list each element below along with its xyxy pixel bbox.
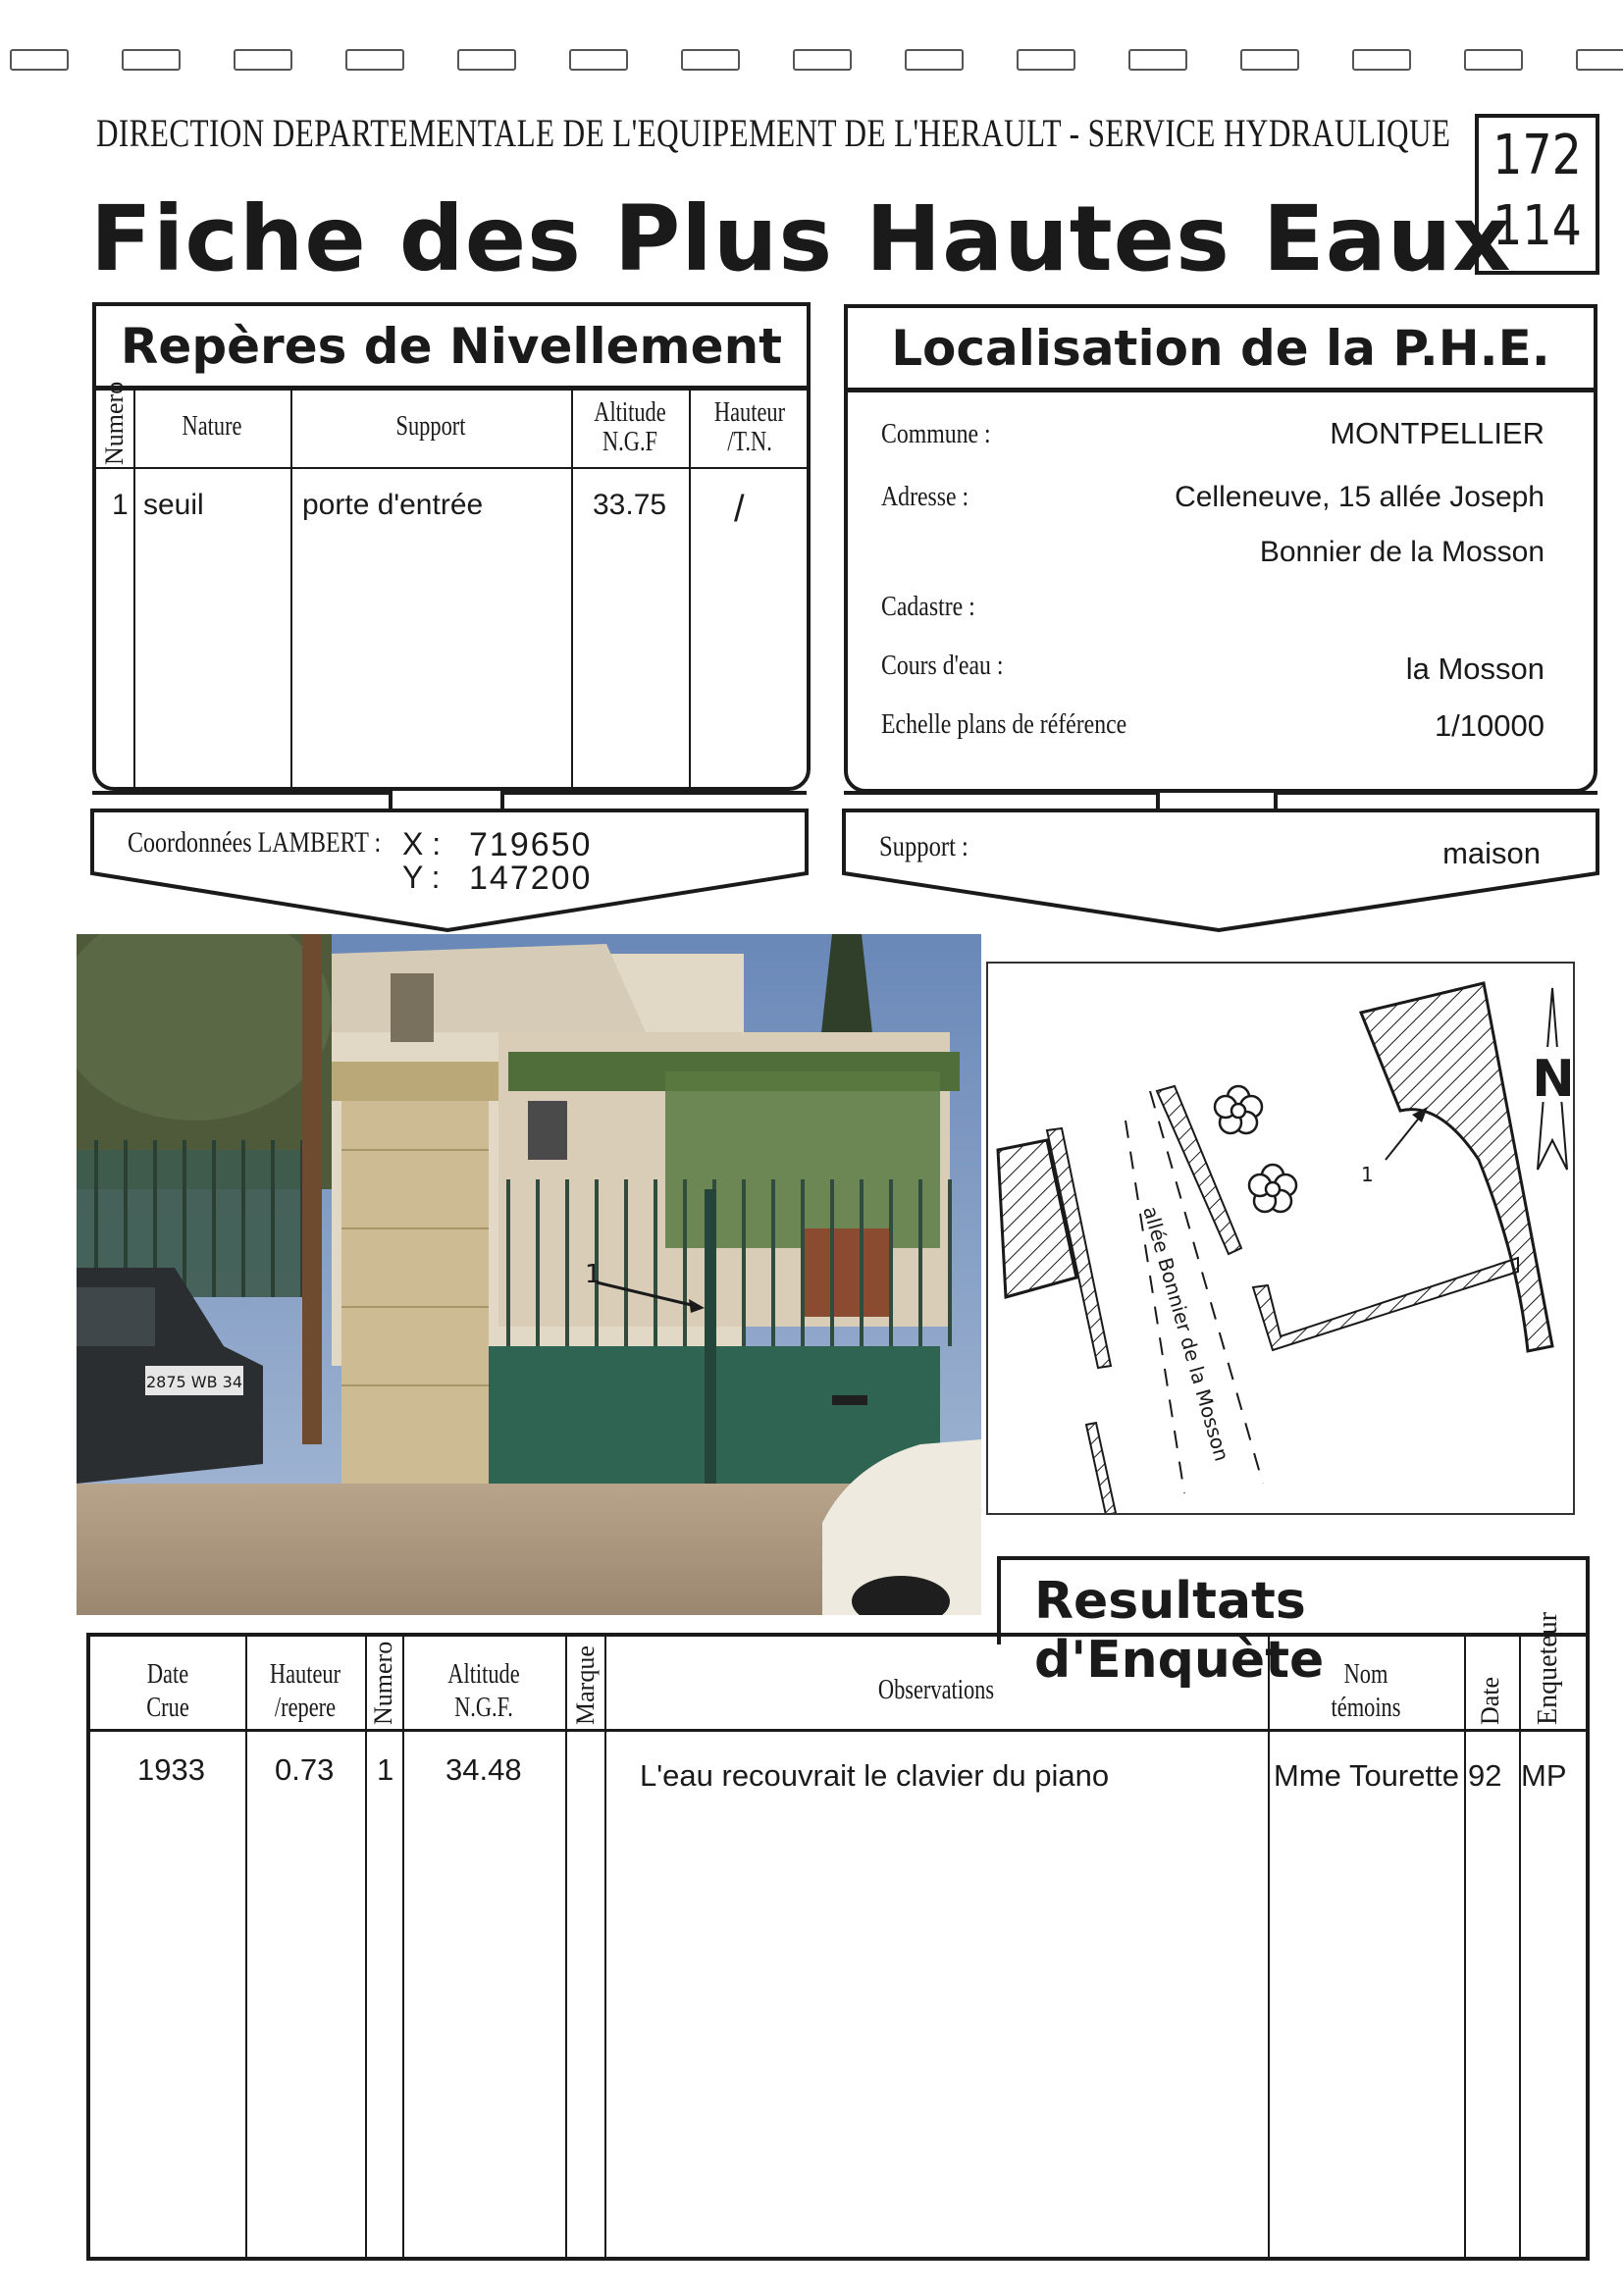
lambert-y-label: Y : — [402, 860, 441, 895]
rep-nature: seuil — [143, 489, 204, 521]
echelle-label: Echelle plans de référence — [881, 708, 1127, 740]
res-date-crue: 1933 — [137, 1752, 205, 1787]
echelle-value: 1/10000 — [1434, 708, 1544, 743]
car-plate: 2875 WB 34 — [145, 1373, 243, 1391]
street-label: allée Bonnier de la Mosson — [1138, 1203, 1234, 1464]
col-numero: Numero — [100, 381, 129, 465]
photo-marker: 1 — [585, 1260, 602, 1289]
localisation-panel — [844, 304, 1597, 793]
col-observations: Observations — [877, 1675, 995, 1705]
col-nom-temoins — [1287, 1658, 1444, 1725]
col-res-altitude-line2: N.G.F. — [454, 1693, 513, 1723]
lambert-x-label: X : — [402, 826, 442, 861]
res-temoins: Mme Tourette — [1274, 1758, 1459, 1793]
col-date-crue-line1: Date — [146, 1659, 189, 1690]
reperes-table — [96, 381, 807, 787]
site-photograph — [77, 934, 981, 1615]
adresse-line1: Celleneuve, 15 allée Joseph — [1175, 481, 1544, 513]
col-hauteur-repere-line2: /repere — [274, 1693, 337, 1723]
col-res-altitude — [419, 1658, 550, 1725]
col-hauteur-line1: Hauteur — [713, 397, 786, 428]
rep-support: porte d'entrée — [302, 489, 484, 521]
lambert-x-value: 719650 — [469, 826, 593, 863]
support-value: maison — [1442, 836, 1541, 870]
agency-header: DIRECTION DEPARTEMENTALE DE L'EQUIPEMENT DE L'HERAULT - SERVICE HYDRAULIQUE — [96, 111, 1451, 155]
col-res-altitude-line1: Altitude — [447, 1659, 520, 1690]
col-enqueteur: Enqueteur — [1533, 1611, 1563, 1725]
cadastre-label: Cadastre : — [881, 591, 975, 622]
location-plan — [986, 962, 1575, 1515]
page-title: Fiche des Plus Hautes Eaux — [90, 186, 1512, 291]
col-nature: Nature — [182, 411, 242, 442]
col-altitude — [585, 398, 676, 457]
adresse-label: Adresse : — [881, 481, 969, 512]
res-observations: L'eau recouvrait le clavier du piano — [640, 1758, 1110, 1793]
sheet-id-box — [1475, 114, 1599, 275]
res-altitude: 34.48 — [445, 1752, 522, 1787]
col-date-crue-line2: Crue — [146, 1693, 189, 1723]
sheet-id-bottom: 114 — [1492, 194, 1582, 258]
localisation-title: Localisation de la P.H.E. — [848, 308, 1594, 392]
col-date-crue — [106, 1658, 230, 1725]
col-altitude-line1: Altitude — [594, 397, 666, 428]
col-nom-line1: Nom — [1343, 1659, 1388, 1690]
cours-label: Cours d'eau : — [881, 650, 1004, 681]
rep-numero: 1 — [112, 489, 129, 521]
resultats-title: Resultats d'Enquète — [997, 1556, 1590, 1644]
lambert-label: Coordonnées LAMBERT : — [128, 826, 382, 859]
res-date: 92 — [1468, 1758, 1502, 1793]
sheet-id-top: 172 — [1492, 124, 1582, 187]
lambert-y-value: 147200 — [469, 860, 593, 897]
support-label: Support : — [879, 830, 969, 862]
commune-value: MONTPELLIER — [1330, 416, 1544, 450]
adresse-line2: Bonnier de la Mosson — [1259, 536, 1544, 568]
res-hauteur: 0.73 — [275, 1752, 335, 1787]
col-hauteur-line2: /T.N. — [727, 427, 772, 457]
col-hauteur-repere — [257, 1658, 353, 1725]
cours-value: la Mosson — [1405, 652, 1544, 686]
res-numero: 1 — [377, 1752, 394, 1787]
north-indicator: N — [1532, 1050, 1573, 1109]
plan-marker: 1 — [1361, 1163, 1374, 1186]
commune-label: Commune : — [881, 418, 991, 449]
col-altitude-line2: N.G.F — [602, 427, 657, 457]
col-date: Date — [1476, 1676, 1504, 1725]
reperes-panel — [92, 302, 811, 791]
reperes-title: Repères de Nivellement — [96, 306, 807, 391]
col-hauteur — [703, 398, 797, 457]
col-support: Support — [395, 411, 466, 442]
res-enqueteur: MP — [1521, 1758, 1567, 1793]
col-nom-line2: témoins — [1331, 1693, 1401, 1723]
col-res-numero: Numero — [369, 1641, 397, 1725]
rep-altitude: 33.75 — [593, 489, 667, 521]
col-marque: Marque — [571, 1645, 600, 1725]
col-hauteur-repere-line1: Hauteur — [269, 1659, 341, 1690]
rep-hauteur: / — [734, 489, 745, 530]
binder-holes — [0, 49, 1623, 78]
